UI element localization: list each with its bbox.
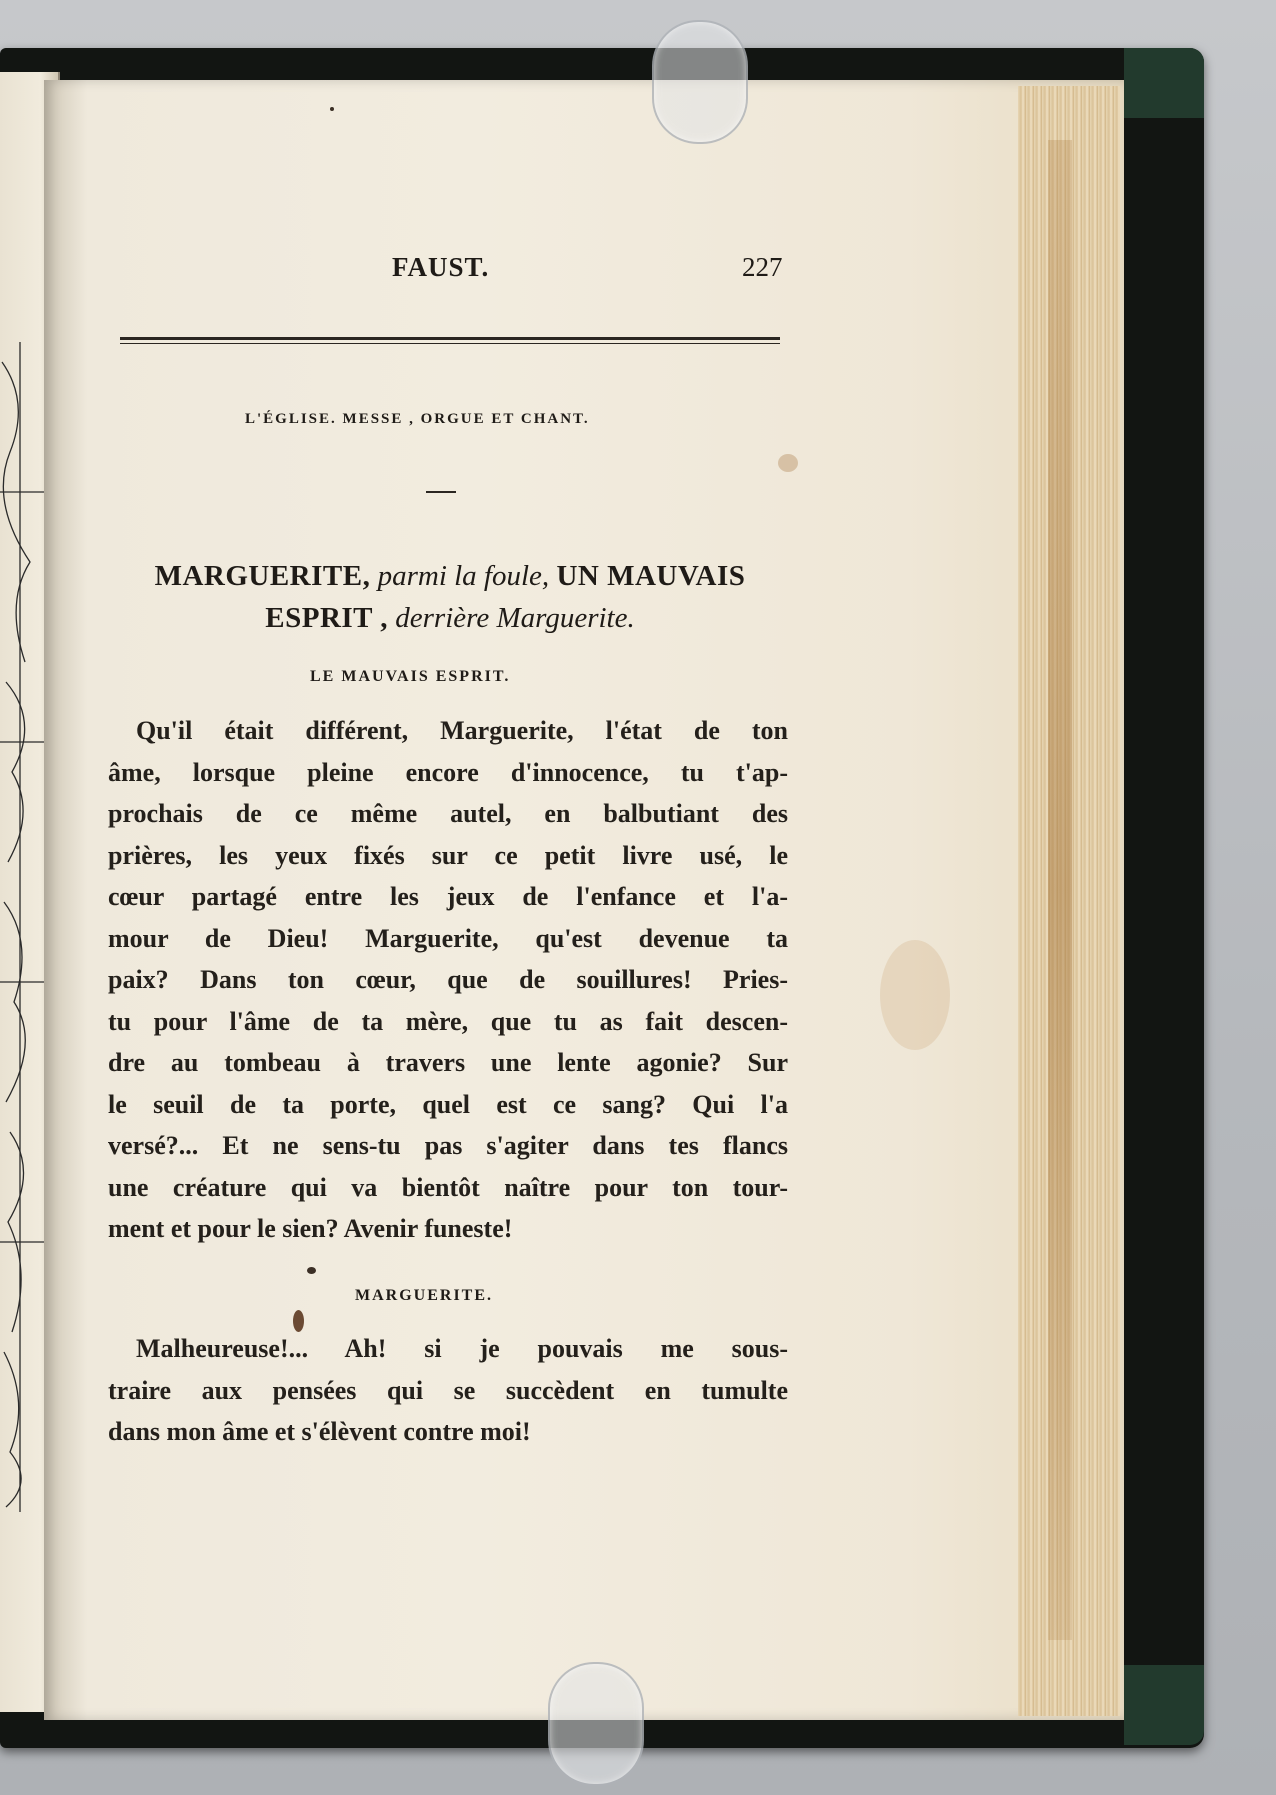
text-line: traire aux pensées qui se succèdent en tumulte <box>108 1375 788 1405</box>
text-line: dans mon âme et s'élèvent contre moi! <box>108 1417 531 1446</box>
foxing-stain <box>778 454 798 472</box>
text-line: âme, lorsque pleine encore d'innocence, tu t'ap- <box>108 757 788 787</box>
speaker-label: MARGUERITE. <box>355 1287 494 1304</box>
speech-text <box>108 1328 788 1453</box>
ink-spot <box>330 107 334 111</box>
page-number: 227 <box>742 252 783 282</box>
scene-heading: L'ÉGLISE. MESSE , ORGUE ET CHANT. <box>245 411 590 427</box>
text-line: dre au tombeau à travers une lente agonie? Sur <box>108 1048 788 1077</box>
page-holder-clip <box>548 1662 644 1786</box>
text-line: une créature qui va bientôt naître pour ton tour- <box>108 1172 788 1202</box>
cast-list <box>112 555 788 639</box>
text-line: versé?... Et ne sens-tu pas s'agiter dans tes flancs <box>108 1131 788 1160</box>
text-line: Qu'il était différent, Marguerite, l'état de ton <box>136 716 788 745</box>
cover-corner-bottom <box>1124 1665 1204 1745</box>
text-line: le seuil de ta porte, quel est ce sang? Qui l'a <box>108 1089 788 1119</box>
text-line: prières, les yeux fixés sur ce petit livre usé, le <box>108 840 788 870</box>
cast-name: MARGUERITE, <box>154 560 371 592</box>
foxing-stain <box>880 940 950 1050</box>
cover-corner-top <box>1124 48 1204 118</box>
text-line: tu pour l'âme de ta mère, que tu as fait descen- <box>108 1006 788 1036</box>
text-line: Malheureuse!... Ah! si je pouvais me sous- <box>136 1334 788 1363</box>
running-title: FAUST. <box>392 252 490 282</box>
section-dash <box>426 491 456 493</box>
header-rule <box>120 343 780 344</box>
text-line: mour de Dieu! Marguerite, qu'est devenue ta <box>108 923 788 953</box>
page-holder-clip <box>652 20 748 144</box>
speech-text <box>108 710 788 1250</box>
text-line: prochais de ce même autel, en balbutiant des <box>108 799 788 828</box>
stage-direction: derrière Marguerite. <box>395 602 635 634</box>
text-line: paix? Dans ton cœur, que de souillures! Pries- <box>108 965 788 994</box>
text-line: ment et pour le sien? Avenir funeste! <box>108 1214 513 1243</box>
text-line: cœur partagé entre les jeux de l'enfance et l'a- <box>108 882 788 911</box>
header-rule <box>120 337 780 340</box>
stage-direction: parmi la foule, <box>377 560 550 592</box>
engraving-fragment <box>0 342 49 1512</box>
cast-name: UN MAUVAIS ESPRIT , <box>265 560 746 634</box>
fore-edge-discoloration <box>1048 140 1072 1640</box>
speaker-label: LE MAUVAIS ESPRIT. <box>310 668 511 685</box>
ink-spot <box>307 1267 316 1274</box>
